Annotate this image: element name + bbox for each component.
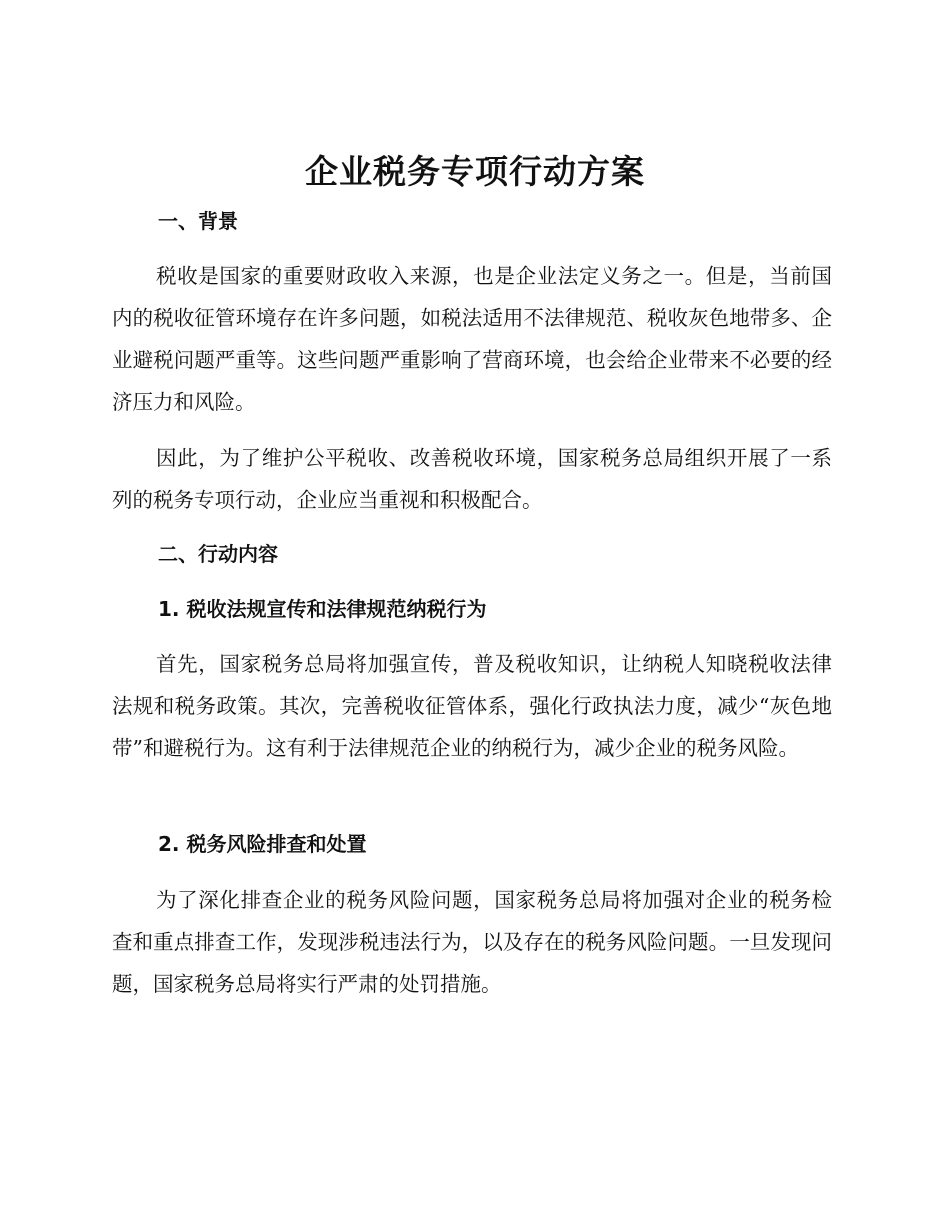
section-heading-action-content: 二、行动内容 (158, 542, 278, 566)
document-title: 企业税务专项行动方案 (305, 152, 645, 191)
paragraph-subsection-2: 为了深化排查企业的税务风险问题，国家税务总局将加强对企业的税务检查和重点排查工作，发现涉税违法行为，以及存在的税务风险问题。一旦发现问题，国家税务总局将实行严肃的处罚措施。 (112, 888, 832, 996)
subsection-heading-2: 2. 税务风险排查和处置 (158, 832, 367, 856)
section-heading-background: 一、背景 (158, 209, 238, 233)
paragraph-background-1: 税收是国家的重要财政收入来源，也是企业法定义务之一。但是，当前国内的税收征管环境存在许多问题，如税法适用不法律规范、税收灰色地带多、企业避税问题严重等。这些问题严重影响了营商环境，也会给企业带来不必要的经济压力和风险。 (112, 264, 832, 414)
paragraph-subsection-1: 首先，国家税务总局将加强宣传，普及税收知识，让纳税人知晓税收法律法规和税务政策。其次，完善税收征管体系，强化行政执法力度，减少“灰色地带”和避税行为。这有利于法律规范企业的纳税行为，减少企业的税务风险。 (112, 652, 832, 760)
subsection-heading-1: 1. 税收法规宣传和法律规范纳税行为 (158, 597, 487, 621)
paragraph-background-2: 因此，为了维护公平税收、改善税收环境，国家税务总局组织开展了一系列的税务专项行动，企业应当重视和积极配合。 (112, 446, 832, 512)
